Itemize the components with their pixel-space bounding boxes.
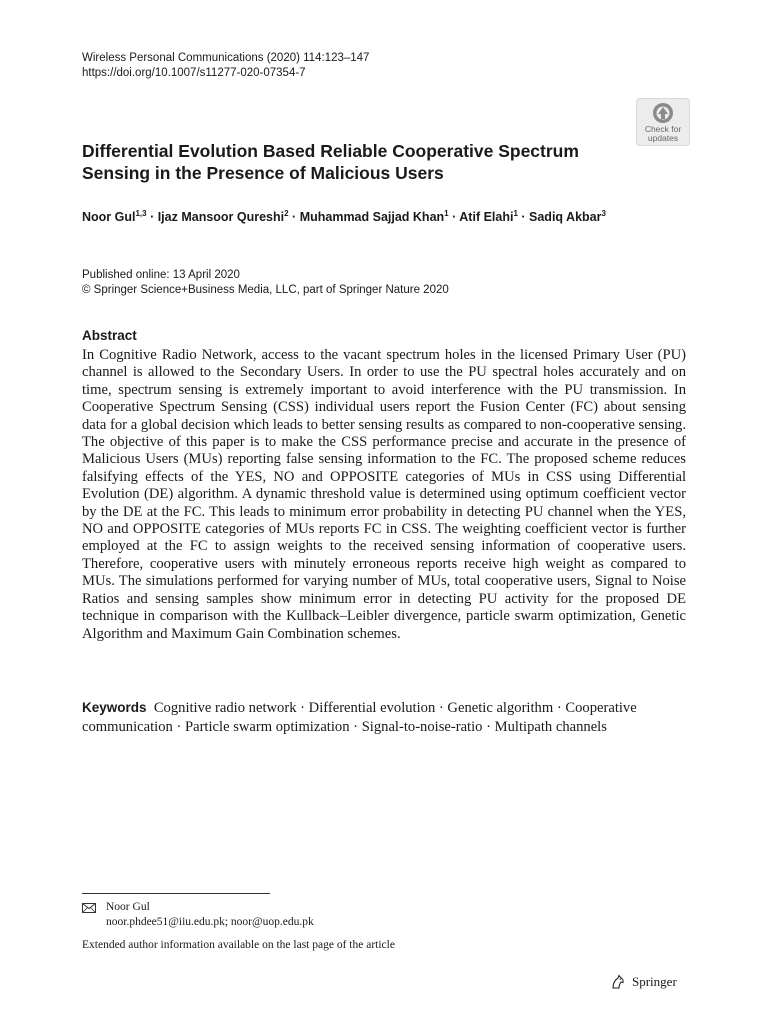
- check-for-updates-badge[interactable]: [636, 98, 690, 146]
- extended-author-info: Extended author information available on the last page of the article: [82, 939, 395, 951]
- author-name: Muhammad Sajjad Khan: [299, 210, 445, 224]
- keyword-item: Particle swarm optimization: [184, 718, 350, 735]
- keyword-item: Differential evolution: [308, 700, 436, 716]
- keyword-item: Genetic algorithm: [447, 700, 554, 716]
- keywords-block: [82, 699, 686, 736]
- keywords-label: Keywords: [82, 700, 147, 715]
- footnote: [82, 900, 582, 953]
- abstract-body: In Cognitive Radio Network, access to the vacant spectrum holes in the licensed Primary User (PU) channel is allowed to the Secondary Users. In order to use the PU spectral holes accurately and on time, spectrum sensing is extremely important to avoid interference with the PU transmission. In Cooperative Spectrum Sensing (CSS) individual users report the Fusion Center (FC) about sensing data for a global decision which leads to better sensing results as compared to non-cooperative sensing. The objective of this paper is to make the CSS performance precise and accurate in the presence of Malicious Users (MUs) reporting false sensing information to the FC. The proposed scheme reduces falsifying effects of the YES, NO and OPPOSITE categories of MUs in CSS using Differential Evolution (DE) algorithm. A dynamic threshold value is determined using optimum coefficient vector by the DE at the FC. This leads to minimum error probability in detecting PU channel when the YES, NO and OPPOSITE categories of MUs reports FC in CSS. The weighting coefficient vector is further employed at the FC to assign weights to the received sensing information of cooperative users. Therefore, cooperative users with minutely erroneous reports receive high weight as compared to MUs. The simulations performed for varying number of MUs, total cooperative users, Signal to Noise Ratios and sensing samples show minimum error in detecting PU activity for the proposed DE technique in comparison with the Kullback–Leibler divergence, particle swarm optimization, Genetic Algorithm and Maximum Gain Combination schemes.: [82, 347, 686, 642]
- doi-link[interactable]: https://doi.org/10.1007/s11277-020-07354-7: [82, 67, 306, 79]
- author-name: Ijaz Mansoor Qureshi: [157, 210, 285, 224]
- author-emails[interactable]: noor.phdee51@iiu.edu.pk; noor@uop.edu.pk: [106, 916, 314, 928]
- author-name: Sadiq Akbar: [529, 210, 602, 224]
- author-affiliation: 1: [513, 208, 518, 218]
- publisher-mark: [610, 974, 677, 990]
- published-date: Published online: 13 April 2020: [82, 269, 240, 281]
- author-affiliation: 2: [284, 208, 289, 218]
- corresponding-author: Noor Gul: [106, 901, 150, 913]
- footnote-divider: [82, 893, 270, 894]
- abstract-heading: Abstract: [82, 328, 137, 343]
- journal-header: [82, 51, 369, 81]
- author-affiliation: 1: [444, 208, 449, 218]
- author-name: Noor Gul: [82, 210, 136, 224]
- author-name: Atif Elahi: [459, 210, 514, 224]
- copyright-line: © Springer Science+Business Media, LLC, part of Springer Nature 2020: [82, 284, 449, 296]
- author-list: [82, 209, 642, 226]
- badge-line-2: updates: [647, 133, 679, 143]
- author-separator: ·: [288, 210, 300, 224]
- publication-info: [82, 268, 449, 298]
- paper-title: Differential Evolution Based Reliable Cooperative Spectrum Sensing in the Presence of Malicious Users: [82, 141, 579, 183]
- author-separator: ·: [146, 210, 158, 224]
- author-separator: ·: [517, 210, 530, 224]
- keyword-item: Cooperative communication: [82, 700, 637, 735]
- keyword-item: Cognitive radio network: [153, 700, 297, 716]
- springer-horse-icon: [610, 974, 626, 990]
- journal-citation: Wireless Personal Communications (2020) 114:123–147: [82, 52, 370, 64]
- badge-line-1: Check for: [644, 124, 682, 134]
- author-separator: ·: [448, 210, 460, 224]
- keyword-item: Signal-to-noise-ratio: [361, 718, 483, 735]
- author-affiliation: 1,3: [135, 208, 147, 218]
- crossmark-icon: [652, 102, 674, 124]
- keywords-list: Cognitive radio network · Differential evolution · Genetic algorithm · Cooperative communication · Particle swarm optimization · Signal-to-noise-ratio · Multipath channels: [82, 700, 637, 735]
- envelope-icon: [82, 903, 96, 913]
- keyword-item: Multipath channels: [494, 718, 607, 735]
- publisher-name: Springer: [632, 974, 677, 989]
- author-affiliation: 3: [601, 208, 606, 218]
